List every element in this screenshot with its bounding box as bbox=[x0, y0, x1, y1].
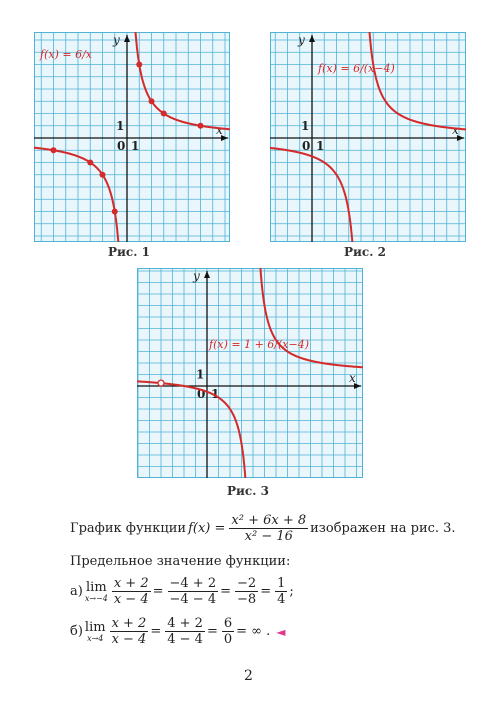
y-unit-label: 1 bbox=[196, 367, 205, 382]
x-axis-label: x bbox=[452, 123, 459, 137]
limit-a-frac-1: $\frac{x + 2}{x - 4}$ bbox=[113, 576, 149, 607]
equals: = bbox=[220, 584, 232, 599]
equals: = bbox=[152, 584, 164, 599]
curve-point bbox=[87, 160, 93, 166]
graph-fx: f(x) = bbox=[188, 521, 226, 536]
y-axis-label: y bbox=[298, 33, 305, 47]
limit-b-operator bbox=[85, 621, 106, 643]
function-formula-label: f(x) = 6/(x−4) bbox=[318, 62, 395, 75]
page-number: 2 bbox=[244, 668, 253, 684]
limit-b-end: = ∞ . bbox=[236, 624, 271, 639]
curve-point bbox=[136, 62, 142, 68]
limit-title: Предельное значение функции: bbox=[70, 554, 291, 569]
graph-1 bbox=[34, 32, 230, 242]
limit-b bbox=[70, 616, 287, 647]
graph-2 bbox=[270, 32, 466, 242]
y-axis-label: y bbox=[113, 33, 120, 47]
grid-background bbox=[137, 268, 363, 478]
curve-point bbox=[51, 147, 57, 153]
figure-1-caption: Рис. 1 bbox=[108, 245, 150, 259]
curve-point bbox=[100, 172, 106, 178]
x-unit-label: 1 bbox=[316, 139, 325, 153]
figure-3-caption: Рис. 3 bbox=[227, 484, 269, 498]
function-formula-label: f(x) = 6/x bbox=[40, 48, 92, 61]
limit-b-frac-1: $\frac{x + 2}{x - 4}$ bbox=[111, 616, 147, 647]
curve-point bbox=[198, 123, 204, 129]
limit-a-frac-3: $\frac{-2}{-8}$ bbox=[237, 576, 257, 607]
figure-2-caption: Рис. 2 bbox=[344, 245, 386, 259]
figure-1 bbox=[34, 32, 230, 242]
graph-numerator: x² + 6x + 8 bbox=[231, 513, 307, 528]
limit-a-frac-4: $\frac{1}{4}$ bbox=[277, 576, 286, 607]
curve-point bbox=[112, 209, 118, 215]
limit-b-frac-3: $\frac{6}{0}$ bbox=[223, 616, 233, 647]
y-unit-label: 1 bbox=[301, 118, 310, 133]
function-formula-label: f(x) = 1 + 6/(x−4) bbox=[209, 338, 309, 351]
lim-sub: x→4 bbox=[87, 633, 104, 643]
equals: = bbox=[150, 624, 162, 639]
y-unit-label: 1 bbox=[116, 118, 125, 133]
limit-a-operator bbox=[85, 581, 108, 603]
graph-3 bbox=[137, 268, 363, 478]
x-axis-label: x bbox=[349, 371, 356, 385]
origin-label: 0 bbox=[302, 139, 311, 153]
end-marker-icon: ◄ bbox=[276, 624, 286, 639]
equals: = bbox=[260, 584, 272, 599]
limit-b-label: б) bbox=[70, 624, 83, 639]
limit-a-frac-2: $\frac{-4 + 2}{-4 - 4}$ bbox=[169, 576, 217, 607]
limit-b-frac-2: $\frac{4 + 2}{4 - 4}$ bbox=[167, 616, 203, 647]
x-unit-label: 1 bbox=[131, 139, 140, 153]
graph-denominator: x² − 16 bbox=[244, 529, 293, 544]
origin-label: 0 bbox=[197, 387, 206, 401]
excluded-point bbox=[158, 380, 164, 386]
lim-sub: x→−4 bbox=[84, 593, 108, 603]
limit-a-end: ; bbox=[289, 584, 294, 599]
graph-statement bbox=[70, 513, 458, 544]
x-axis-label: x bbox=[216, 123, 223, 137]
y-axis-label: y bbox=[193, 269, 200, 283]
graph-prefix: График функции bbox=[70, 521, 187, 536]
graph-fraction bbox=[229, 513, 308, 544]
curve-point bbox=[161, 111, 167, 117]
limit-a bbox=[70, 576, 296, 607]
lim-word: lim bbox=[84, 619, 106, 635]
equals: = bbox=[206, 624, 218, 639]
figure-2 bbox=[270, 32, 466, 242]
figure-3 bbox=[137, 268, 363, 478]
curve-point bbox=[149, 98, 155, 104]
origin-label: 0 bbox=[117, 139, 126, 153]
limit-a-label: а) bbox=[70, 584, 83, 599]
graph-suffix: изображен на рис. 3. bbox=[310, 521, 456, 536]
lim-word: lim bbox=[86, 579, 107, 595]
x-unit-label: 1 bbox=[211, 387, 220, 401]
